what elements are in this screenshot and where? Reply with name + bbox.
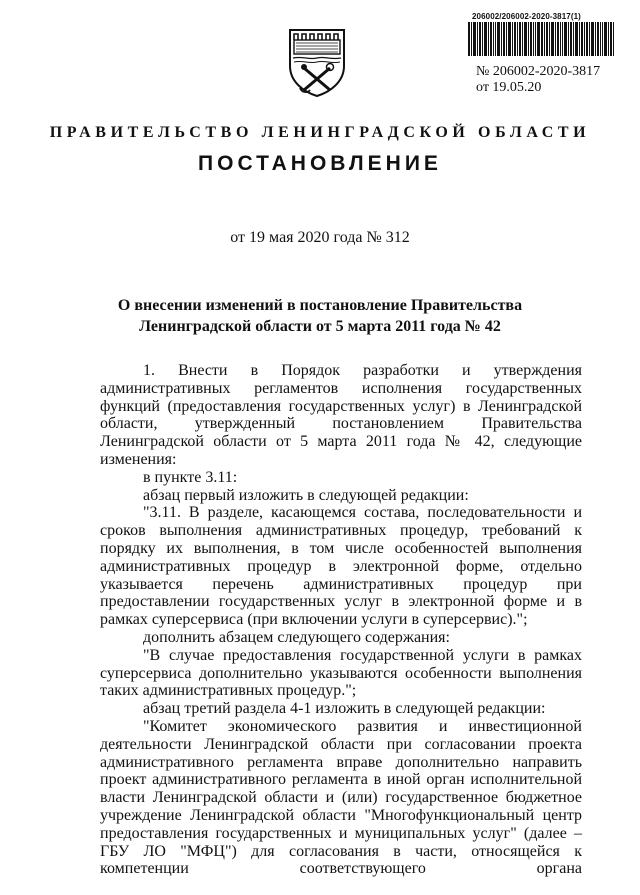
paragraph-4: "3.11. В разделе, касающемся состава, последовательности и сроков выполнения административных процедур, требований к порядку их выполнения, в том числе особенностей выполнения административных процедур в электронной форме, отдельно указывается перечень административных процедур при предоставлении государственных услуг в электронной форме и в рамках суперсервиса (при включении услуги в суперсервис)."; xyxy=(100,504,582,629)
registration-number: № 206002-2020-3817 xyxy=(476,64,601,79)
registration-date: от 19.05.20 xyxy=(476,80,542,95)
barcode-caption: 206002/206002-2020-3817(1) xyxy=(472,12,581,21)
decree-subject xyxy=(0,295,640,337)
paragraph-5: дополнить абзацем следующего содержания: xyxy=(143,628,450,646)
paragraph-6: "В случае предоставления государственной услуги в рамках суперсервиса дополнительно указываются особенности выполнения таких административных процедур."; xyxy=(100,646,582,700)
barcode-icon xyxy=(468,22,614,56)
document-type-title: ПОСТАНОВЛЕНИЕ xyxy=(198,152,442,175)
paragraph-3: абзац первый изложить в следующей редакции: xyxy=(143,486,469,504)
registration-block xyxy=(466,12,616,96)
subject-line-1: О внесении изменений в постановление Правительства xyxy=(117,297,523,314)
decree-date-number: от 19 мая 2020 года № 312 xyxy=(230,229,410,246)
subject-line-2: Ленинградской области от 5 марта 2011 года № 42 xyxy=(139,318,501,335)
paragraph-2: в пункте 3.11: xyxy=(143,468,238,486)
paragraph-1: 1. Внести в Порядок разработки и утверждения административных регламентов исполнения государственных функций (предоставления государственных услуг) в Ленинградской области, утвержденный постановлением Правительства Ленинградской области от 5 марта 2011 года № 42, следующие изменения: xyxy=(100,362,582,468)
paragraph-8: "Комитет экономического развития и инвестиционной деятельности Ленинградской области при согласовании проекта административного регламента вправе дополнительно направить проект административного регламента в иной орган исполнительной власти Ленинградской области и (или) государственное бюджетное учреждение Ленинградской области "Многофункциональный центр предоставления государственных и муниципальных услуг" (далее – ГБУ ЛО "МФЦ") для согласования в части, относящейся к компетенции соответствующего органа xyxy=(100,717,582,878)
decree-body xyxy=(100,362,582,878)
paragraph-7: абзац третий раздела 4-1 изложить в следующей редакции: xyxy=(143,700,546,718)
government-name: ПРАВИТЕЛЬСТВО ЛЕНИНГРАДСКОЙ ОБЛАСТИ xyxy=(49,124,591,141)
coat-of-arms-emblem xyxy=(286,26,348,98)
